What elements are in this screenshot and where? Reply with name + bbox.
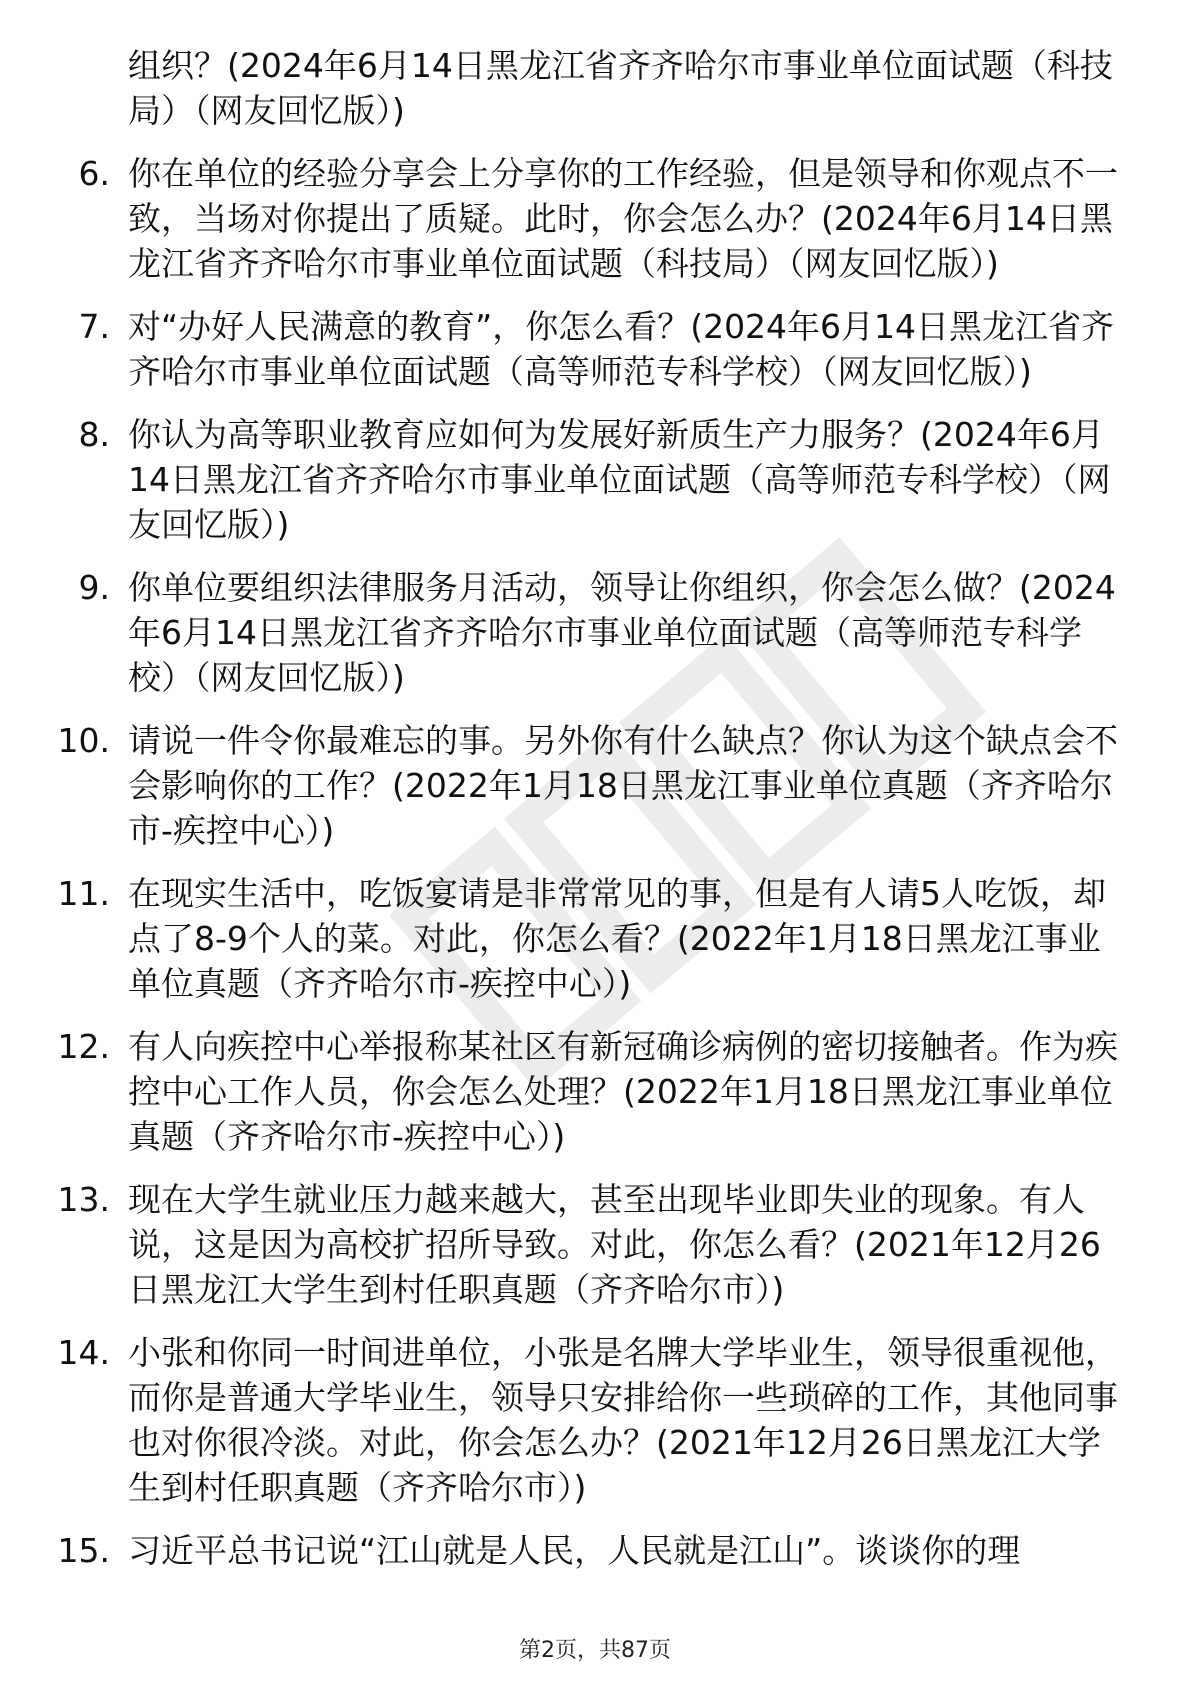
- item-number: 11.: [57, 874, 110, 913]
- list-item: [0, 565, 1190, 700]
- question-list: [0, 43, 1190, 1591]
- item-text: 你认为高等职业教育应如何为发展好新质生产力服务？(2024年6月14日黑龙江省齐齐哈尔市事业单位面试题（高等师范专科学校）（网友回忆版）): [128, 415, 1111, 544]
- page-footer: 第2页，共87页: [519, 1638, 671, 1663]
- item-text: 现在大学生就业压力越来越大，甚至出现毕业即失业的现象。有人说，这是因为高校扩招所导致。对此，你怎么看？(2021年12月26日黑龙江大学生到村任职真题（齐齐哈尔市）): [128, 1180, 1101, 1309]
- item-number: 7.: [78, 307, 110, 346]
- list-item: [0, 718, 1190, 853]
- item-text: 有人向疾控中心举报称某社区有新冠确诊病例的密切接触者。作为疾控中心工作人员，你会怎么处理？(2022年1月18日黑龙江事业单位真题（齐齐哈尔市-疾控中心）): [128, 1027, 1118, 1156]
- item-text: 小张和你同一时间进单位，小张是名牌大学毕业生，领导很重视他，而你是普通大学毕业生，领导只安排给你一些琐碎的工作，其他同事也对你很冷淡。对此，你会怎么办？(2021年12月26日黑龙江大学生到村任职真题（齐齐哈尔市）): [128, 1333, 1118, 1507]
- item-text: 习近平总书记说“江山就是人民，人民就是江山”。谈谈你的理: [128, 1531, 1021, 1570]
- item-number: 15.: [57, 1531, 110, 1570]
- list-item: [0, 43, 1190, 133]
- list-item: [0, 304, 1190, 394]
- item-text: 你单位要组织法律服务月活动，领导让你组织，你会怎么做？(2024年6月14日黑龙江省齐齐哈尔市事业单位面试题（高等师范专科学校）（网友回忆版）): [128, 568, 1116, 697]
- list-item: [0, 151, 1190, 286]
- item-number: 8.: [78, 415, 110, 454]
- item-number: 13.: [57, 1180, 110, 1219]
- list-item: [0, 412, 1190, 547]
- item-text: 请说一件令你最难忘的事。另外你有什么缺点？你认为这个缺点会不会影响你的工作？(2022年1月18日黑龙江事业单位真题（齐齐哈尔市-疾控中心）): [128, 721, 1118, 850]
- list-item: [0, 1177, 1190, 1312]
- list-item: [0, 1330, 1190, 1510]
- item-number: 12.: [57, 1027, 110, 1066]
- item-text: 组织？(2024年6月14日黑龙江省齐齐哈尔市事业单位面试题（科技局）（网友回忆版）): [128, 46, 1113, 130]
- item-text: 对“办好人民满意的教育”，你怎么看？(2024年6月14日黑龙江省齐齐哈尔市事业单位面试题（高等师范专科学校）（网友回忆版）): [128, 307, 1115, 391]
- item-number: 14.: [57, 1333, 110, 1372]
- list-item: [0, 1024, 1190, 1159]
- list-item: [0, 871, 1190, 1006]
- list-item: [0, 1528, 1190, 1573]
- item-text: 在现实生活中，吃饭宴请是非常常见的事，但是有人请5人吃饭，却点了8-9个人的菜。对此，你怎么看？(2022年1月18日黑龙江事业单位真题（齐齐哈尔市-疾控中心）): [128, 874, 1106, 1003]
- item-number: 10.: [57, 721, 110, 760]
- item-text: 你在单位的经验分享会上分享你的工作经验，但是领导和你观点不一致，当场对你提出了质疑。此时，你会怎么办？(2024年6月14日黑龙江省齐齐哈尔市事业单位面试题（科技局）（网友回忆版）): [128, 154, 1118, 283]
- item-number: 6.: [78, 154, 110, 193]
- item-number: 9.: [78, 568, 110, 607]
